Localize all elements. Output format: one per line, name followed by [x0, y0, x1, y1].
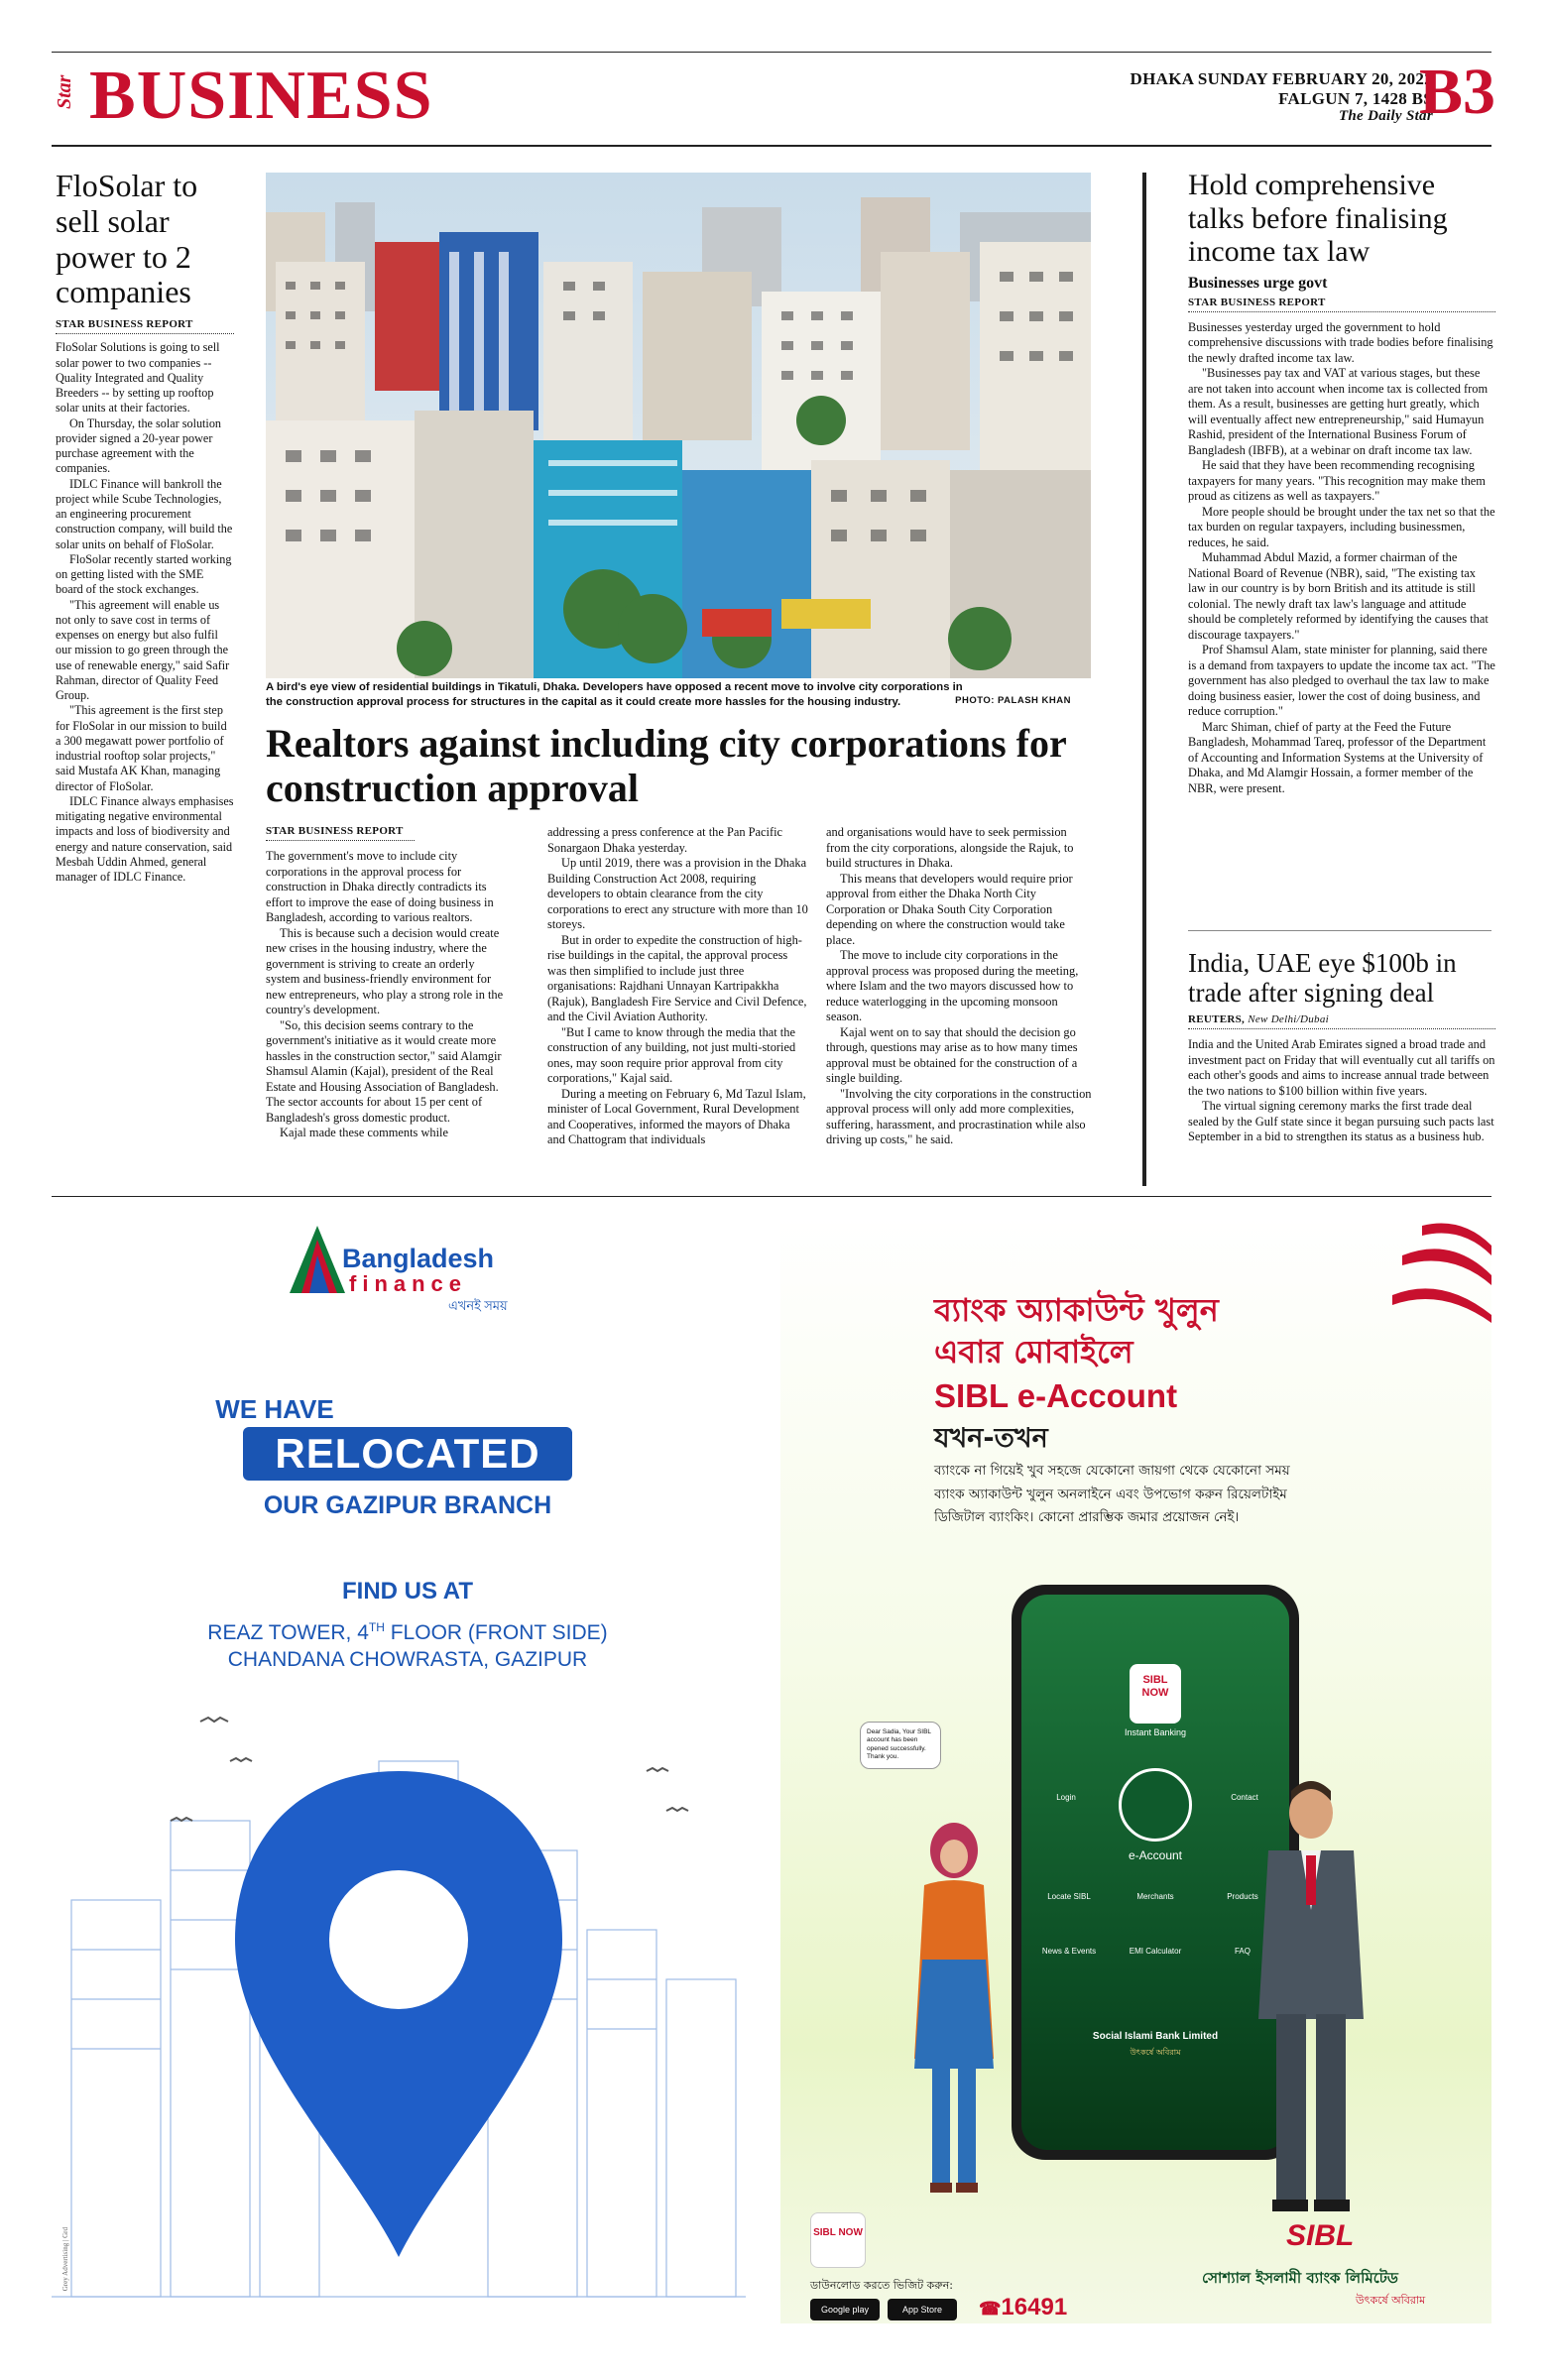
trade-byline: [1188, 1013, 1495, 1029]
bf-addr-sup: TH: [368, 1620, 385, 1634]
bf-addr-b: FLOOR (FRONT SIDE): [384, 1621, 608, 1644]
trade-headline: India, UAE eye $100b in trade after signing deal: [1188, 948, 1457, 1009]
menu-eaccount[interactable]: e-Account: [1128, 1848, 1183, 1862]
tax-subhead: Businesses urge govt: [1188, 274, 1328, 292]
menu-merchants[interactable]: Merchants: [1136, 1892, 1174, 1901]
menu-emi[interactable]: EMI Calculator: [1129, 1947, 1182, 1956]
right-story-trade: [1188, 948, 1495, 1145]
left-body: [56, 340, 234, 885]
photo-caption: [266, 680, 1091, 709]
paragraph: "This agreement is the first step for FloSolar in our mission to build a 300 megawatt power portfolio of industrial rooftop solar projects," said Mustafa AK Khan, managing director of FloSolar.: [56, 703, 227, 793]
paper-name: The Daily Star: [1338, 108, 1433, 125]
paragraph: FloSolar recently started working on getting listed with the SME board of the stock exchanges.: [56, 551, 232, 597]
hotline-text: 16491: [1001, 2294, 1068, 2320]
bf-line2: RELOCATED: [243, 1427, 572, 1481]
paragraph: "So, this decision seems contrary to the government's initiative as it would create more hassles in the construction sector," said Alamgir Shamsul Alamin (Kajal), president of the Real Estate and Housing Association of Bangladesh. The sector accounts for about 15 per cent of Bangladesh's gross domestic product.: [266, 1017, 502, 1125]
main-headline: Realtors against including city corporations for construction approval: [266, 721, 1067, 810]
sibl-bn-line2: এবার মোবাইলে: [934, 1333, 1133, 1370]
eaccount-icon[interactable]: [1119, 1768, 1192, 1842]
news-photo: [266, 173, 1091, 678]
paragraph: The government's move to include city corporations in the approval process for construction in Dhaka directly contradicts its effort to improve the ease of doing business in Bangladesh, according to various realtors.: [266, 849, 494, 924]
paragraph: "Businesses pay tax and VAT at various stages, but these are not taken into account when income tax is collected from them. As a result, businesses are getting hurt greatly, which will eventually affect new entrepreneurship," said Humayun Rashid, president of the International Business Forum of Bangladesh (IBFB), at a webinar on draft income tax law.: [1188, 366, 1489, 457]
city-sketch-illustration: [52, 1702, 746, 2317]
main-col-2: [547, 825, 809, 1148]
sibl-anytime: যখন-তখন: [934, 1423, 1048, 1454]
paragraph: Kajal went on to say that should the decision go through, questions may arise as to how many times approval must be obtained for the construction of a single building.: [826, 1024, 1078, 1085]
left-headline: FloSolar to sell solar power to 2 companies: [56, 168, 198, 310]
tax-headline: Hold comprehensive talks before finalising income tax law: [1188, 169, 1448, 269]
paragraph: The move to include city corporations in the approval process was proposed during the meeting, where Islam and the two mayors discussed how to reduce waterlogging in the upcoming monsoon season.: [826, 948, 1079, 1023]
bf-brand: Bangladesh: [342, 1244, 495, 1273]
main-byline: STAR BUSINESS REPORT: [266, 825, 415, 841]
sms-bubble: Dear Sadia, Your SIBL account has been opened successfully. Thank you.: [860, 1722, 941, 1769]
bf-logo-icon: [288, 1226, 347, 1295]
paragraph: IDLC Finance will bankroll the project while Scube Technologies, an engineering procurement construction company, will build the solar units on behalf of FloSolar.: [56, 476, 233, 551]
paragraph: On Thursday, the solar solution provider signed a 20-year power purchase agreement with the companies.: [56, 416, 222, 476]
man-illustration: [1247, 1771, 1375, 2217]
phone-icon: ☎: [979, 2299, 1002, 2319]
download-label: ডাউনলোড করতে ভিজিট করুন:: [810, 2279, 953, 2292]
app-sub: Instant Banking: [1124, 1727, 1187, 1737]
paragraph: Businesses yesterday urged the government to hold comprehensive discussions with trade bodies before finalising the newly drafted income tax law.: [1188, 319, 1493, 365]
sibl-description: [934, 1460, 1351, 1530]
caption-text: A bird's eye view of residential buildings in Tikatuli, Dhaka. Developers have opposed a recent move to involve city corporations in the construction approval process for structures in the capital as it could create more hassles for the housing industry.: [266, 681, 963, 708]
buildings-illustration: [266, 173, 1091, 678]
paragraph: "Involving the city corporations in the construction approval process will only add more complexities, suffering, harassment, and procrastination while also driving up costs," he said.: [826, 1086, 1092, 1146]
bf-addr-a: REAZ TOWER, 4: [207, 1621, 369, 1644]
paragraph: "But I came to know through the media that the construction of any building, not just multi-storied ones, may soon require prior approval from city corporations," Kajal said.: [547, 1024, 796, 1085]
paragraph: "This agreement will enable us not only to save cost in terms of expenses on energy but also fulfil our mission to go green through the use of renewable energy," said Safir Rahman, director of Quality Feed Group.: [56, 597, 230, 703]
paragraph: But in order to expedite the construction of high-rise buildings in the capital, the approval process was then simplified to include just three organisations: Rajdhani Unnayan Kartripakkha (Rajuk), Bangladesh Fire Service and Civil Defence, and the Civil Aviation Authority.: [547, 932, 807, 1023]
section-title: BUSINESS: [89, 58, 433, 134]
app-footer: Social Islami Bank Limited: [1092, 2031, 1219, 2042]
left-story: [56, 169, 234, 885]
menu-contact[interactable]: Contact: [1231, 1793, 1258, 1802]
sibl-bangla-name: সোশ্যাল ইসলামী ব্যাংক লিমিটেড: [1202, 2269, 1398, 2287]
sibl-logo: SIBL: [1286, 2219, 1355, 2252]
swoosh-decoration: [1372, 1216, 1491, 1335]
sibl-desc-3: ডিজিটাল ব্যাংকিং। কোনো প্রারম্ভিক জমার প্রয়োজন নেই।: [934, 1509, 1240, 1526]
ad-sibl: [780, 1216, 1491, 2323]
ad-bangladesh-finance: [52, 1216, 746, 2323]
paragraph: This is because such a decision would create new crises in the housing industry, where the government is striving to create an orderly system and business-friendly environment for new entrepreneurs, who play a strong role in the country's development.: [266, 925, 504, 1016]
star-logo: Star: [54, 74, 75, 109]
main-col-1: [266, 849, 512, 1141]
paragraph: This means that developers would require prior approval from either the Dhaka North City Corporation or Dhaka South City Corporation depending on where the construction would take place.: [826, 871, 1073, 947]
left-byline: STAR BUSINESS REPORT: [56, 318, 234, 334]
main-col-3: [826, 825, 1092, 1148]
menu-faq[interactable]: FAQ: [1234, 1947, 1251, 1956]
menu-locate[interactable]: Locate SIBL: [1047, 1892, 1091, 1901]
app-logo: SIBL NOW: [1130, 1664, 1181, 1724]
paragraph: India and the United Arab Emirates signed a broad trade and investment pact on Friday that will eventually cut all tariffs on each other's goods and aims to increase annual trade between the two nations to $100 billion within five years.: [1188, 1037, 1495, 1098]
hotline-number: [979, 2294, 1067, 2321]
sibl-bn-line1: ব্যাংক অ্যাকাউন্ট খুলুন: [934, 1291, 1219, 1329]
column-divider: [1142, 173, 1146, 1186]
sibl-product: SIBL e-Account: [934, 1377, 1178, 1414]
ads-rule: [52, 1196, 1491, 1197]
paragraph: During a meeting on February 6, Md Tazul Islam, minister of Local Government, Rural Development and Cooperatives, informed the mayors of Dhaka and Chattogram that individuals: [547, 1086, 806, 1146]
bf-tagline: এখনই সময়: [448, 1298, 508, 1313]
paragraph: Kajal made these comments while: [280, 1126, 448, 1139]
paragraph: Marc Shiman, chief of party at the Feed the Future Bangladesh, Mohammad Tareq, professor of the Department of Accounting and Information Systems at the University of Dhaka, and Md Alamgir Hossain, a former member of the NBR, were present.: [1188, 719, 1487, 795]
paragraph: addressing a press conference at the Pan Pacific Sonargaon Dhaka yesterday.: [547, 825, 783, 855]
paragraph: and organisations would have to seek permission from the city corporations, alongside the Rajuk, to build structures in Dhaka.: [826, 825, 1074, 870]
bf-line3: OUR GAZIPUR BRANCH: [263, 1491, 552, 1519]
app-footer-tag: উৎকর্ষে অবিরাম: [1130, 2048, 1181, 2057]
paragraph: Up until 2019, there was a provision in the Dhaka Building Construction Act 2008, requiring developers to obtain clearance from the city corporations to erect any structure with more than 10 storeys.: [547, 856, 808, 931]
top-rule: [52, 52, 1491, 53]
masthead-rule: [52, 145, 1491, 147]
bf-address2: CHANDANA CHOWRASTA, GAZIPUR: [227, 1648, 588, 1671]
bf-line1: WE HAVE: [215, 1394, 334, 1424]
main-byline-wrap: [266, 825, 415, 841]
paragraph: The virtual signing ceremony marks the first trade deal sealed by the Gulf state since it began pursuing such pacts last September in a bid to strengthen its status as a business hub.: [1188, 1099, 1494, 1144]
sibl-desc-2: ব্যাংক অ্যাকাউন্ট খুলুন অনলাইনে এবং উপভোগ করুন রিয়েলটাইম: [934, 1486, 1287, 1502]
bf-brand2: finance: [349, 1271, 468, 1296]
bf-address1: [52, 1620, 746, 1645]
paragraph: IDLC Finance always emphasises mitigating negative environmental impacts and loss of biodiversity and energy and nature conservation, said Mesbah Uddin Ahmed, general manager of IDLC Finance.: [56, 793, 234, 885]
trade-dateline: New Delhi/Dubai: [1248, 1013, 1329, 1026]
paragraph: Prof Shamsul Alam, state minister for planning, said there is a demand from taxpayers to update the income tax act. "The government has also pledged to overhaul the tax law to make doing business easier, lower the cost of doing business, and reduce corruption.": [1188, 643, 1495, 719]
tax-body: [1188, 320, 1495, 797]
woman-illustration: [894, 1811, 1013, 2207]
trade-body: [1188, 1037, 1495, 1145]
menu-news[interactable]: News & Events: [1041, 1947, 1097, 1956]
menu-login[interactable]: Login: [1056, 1793, 1076, 1802]
photo-credit: PHOTO: PALASH KHAN: [955, 695, 1071, 706]
date-bangla: FALGUN 7, 1428 BS: [1278, 88, 1433, 108]
bf-find: FIND US AT: [342, 1578, 473, 1605]
paragraph: He said that they have been recommending recognising taxpayers for many years. "This recognition may make them proud as citizens as well as taxpayers.": [1188, 458, 1486, 504]
google-play-button[interactable]: Google play: [810, 2299, 880, 2320]
dateline: [1131, 69, 1433, 125]
ad-agency: Grey Advertising | Grd: [61, 2227, 69, 2292]
paragraph: More people should be brought under the tax net so that the tax burden on regular taxpayers, including businessmen, reduces, he said.: [1188, 504, 1495, 549]
sibl-now-small-logo: SIBL NOW: [810, 2212, 866, 2268]
location-pin-icon: [235, 1771, 562, 2257]
story-separator: [1188, 930, 1491, 931]
sibl-tagline: উৎকর্ষে অবিরাম: [1356, 2294, 1426, 2307]
paragraph: FloSolar Solutions is going to sell solar power to two companies -- Quality Integrated and Quality Breeders -- by setting up rooftop solar units at their factories.: [56, 340, 220, 416]
tax-byline: STAR BUSINESS REPORT: [1188, 297, 1495, 312]
app-store-button[interactable]: App Store: [888, 2299, 957, 2320]
menu-products[interactable]: Products: [1227, 1892, 1258, 1901]
sibl-desc-1: ব্যাংকে না গিয়েই খুব সহজে যেকোনো জায়গা থেকে যেকোনো সময়: [934, 1463, 1290, 1479]
paragraph: Muhammad Abdul Mazid, a former chairman of the National Board of Revenue (NBR), said, "The existing tax law in our country is by born British and its attitude is still colonial. The newly draft tax law's language and attitude should be completely reformed by identifying the causes that discourage taxpayers.": [1188, 550, 1489, 642]
page-number: B3: [1418, 56, 1495, 128]
trade-agency: REUTERS,: [1188, 1013, 1246, 1026]
right-story-tax: [1188, 169, 1495, 796]
date-english: DHAKA SUNDAY FEBRUARY 20, 2022: [1130, 69, 1433, 88]
